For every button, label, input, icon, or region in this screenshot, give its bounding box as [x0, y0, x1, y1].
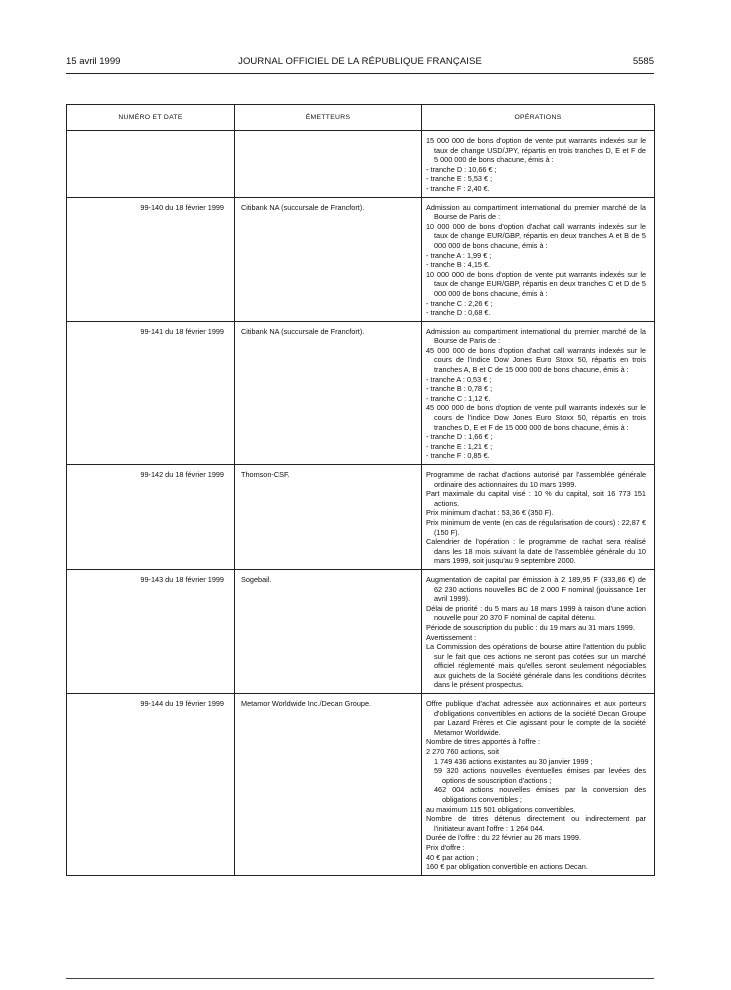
- operation-line: - tranche B : 4,15 €.: [426, 260, 491, 270]
- operation-line: 462 004 actions nouvelles émises par la conversion des obligations convertibles ;: [434, 785, 646, 804]
- operation-line: 10 000 000 de bons d'option de vente put warrants indexés sur le taux de change EUR/GBP, répartis en deux tranches C et D de 5 000 000 de bons chacune, émis à :: [426, 269, 646, 298]
- operation-line: Admission au compartiment international du premier marché de la Bourse de Paris de :: [426, 326, 646, 346]
- operation-line: - tranche C : 2,26 € ;: [426, 298, 493, 308]
- operation-line: Augmentation de capital par émission à 2 189,95 F (333,86 €) de 62 230 actions nouvelles BC de 2 000 F nominal (jouissance 1er avril 1999).: [426, 574, 646, 604]
- operation-line: Durée de l'offre : du 22 février au 26 mars 1999.: [426, 833, 581, 843]
- table-row: [67, 694, 655, 876]
- row-operations: [422, 321, 655, 464]
- operation-line: au maximum 115 501 obligations convertibles.: [426, 804, 576, 814]
- table-row: [67, 569, 655, 693]
- operations-table: [66, 104, 655, 876]
- footer-rule: [66, 978, 654, 979]
- row-issuer: Sogebail.: [235, 569, 422, 693]
- row-operations: [422, 694, 655, 876]
- row-operations: [422, 569, 655, 693]
- operation-line: Prix minimum d'achat : 53,36 € (350 F).: [426, 508, 554, 518]
- operation-line: Prix minimum de vente (en cas de régularisation de cours) : 22,87 € (150 F).: [426, 517, 646, 537]
- operation-line: 1 749 436 actions existantes au 30 janvier 1999 ;: [434, 756, 593, 766]
- row-number-date: [67, 131, 235, 198]
- page-number: 5585: [632, 56, 654, 67]
- row-number-date: 99-141 du 18 février 1999: [67, 321, 235, 464]
- page-header: [66, 56, 654, 70]
- operation-line: 45 000 000 de bons d'option d'achat call warrants indexés sur le cours de l'indice Dow Jones Euro Stoxx 50, répartis en trois tranches A, B et C de 15 000 000 de bons chacune, émis à :: [426, 345, 646, 375]
- row-issuer: Citibank NA (succursale de Francfort).: [235, 197, 422, 321]
- table-row: [67, 131, 655, 198]
- journal-title: JOURNAL OFFICIEL DE LA RÉPUBLIQUE FRANÇAISE: [238, 56, 482, 67]
- operation-line: 2 270 760 actions, soit: [426, 747, 500, 757]
- operation-line: - tranche F : 0,85 €.: [426, 451, 490, 461]
- table-row: [67, 321, 655, 464]
- row-issuer: [235, 131, 422, 198]
- operation-line: - tranche A : 1,99 € ;: [426, 250, 492, 260]
- operation-line: Prix d'offre :: [426, 842, 465, 852]
- table-row: [67, 197, 655, 321]
- operation-line: Calendrier de l'opération : le programme de rachat sera réalisé dans les 18 mois suivant la date de l'assemblée générale du 10 mars 1999, soit jusqu'au 9 septembre 2000.: [426, 537, 646, 566]
- operation-line: Nombre de titres apportés à l'offre :: [426, 737, 541, 747]
- operation-line: La Commission des opérations de bourse attire l'attention du public sur le fait que ces actions ne seront pas cotées sur un marché officiel réglementé mais qu'elles seront seulement négociables aux guichets de la Société générale dans les conditions décrites dans le présent prospectus.: [426, 642, 646, 690]
- operation-line: 40 € par action ;: [426, 852, 479, 862]
- operation-line: Admission au compartiment international du premier marché de la Bourse de Paris de :: [426, 202, 646, 222]
- row-number-date: 99-140 du 18 février 1999: [67, 197, 235, 321]
- operation-line: - tranche A : 0,53 € ;: [426, 374, 492, 384]
- row-operations: [422, 197, 655, 321]
- table-row: [67, 465, 655, 570]
- row-number-date: 99-142 du 18 février 1999: [67, 465, 235, 570]
- operation-line: 160 € par obligation convertible en actions Decan.: [426, 862, 588, 872]
- operation-line: Délai de priorité : du 5 mars au 18 mars 1999 à raison d'une action nouvelle pour 20 370 F nominal de capital détenu.: [426, 603, 646, 623]
- header-rule: [66, 73, 654, 74]
- operation-line: - tranche D : 0,68 €.: [426, 308, 491, 318]
- column-header-issuers: ÉMETTEURS: [235, 105, 422, 131]
- operation-line: - tranche D : 10,66 € ;: [426, 164, 497, 174]
- column-header-number: NUMÉRO ET DATE: [67, 105, 235, 131]
- operation-line: - tranche E : 1,21 € ;: [426, 441, 493, 451]
- row-number-date: 99-143 du 18 février 1999: [67, 569, 235, 693]
- row-issuer: Citibank NA (succursale de Francfort).: [235, 321, 422, 464]
- row-issuer: Thomson-CSF.: [235, 465, 422, 570]
- operation-line: 10 000 000 de bons d'option d'achat call warrants indexés sur le taux de change EUR/GBP, répartis en deux tranches A et B de 5 000 000 de bons chacune, émis à :: [426, 221, 646, 250]
- table-header-row: [67, 105, 655, 131]
- operation-line: - tranche F : 2,40 €.: [426, 183, 490, 193]
- operation-line: - tranche B : 0,78 € ;: [426, 384, 493, 394]
- row-number-date: 99-144 du 19 février 1999: [67, 694, 235, 876]
- operation-line: Part maximale du capital visé : 10 % du capital, soit 16 773 151 actions.: [426, 489, 646, 508]
- operation-line: Nombre de titres détenus directement ou indirectement par l'initiateur avant l'offre : 1 264 044.: [426, 814, 646, 833]
- row-operations: [422, 465, 655, 570]
- operation-line: Période de souscription du public : du 19 mars au 31 mars 1999.: [426, 622, 635, 632]
- operation-line: 45 000 000 de bons d'option de vente pull warrants indexés sur le cours de l'indice Dow Jones Euro Stoxx 50, répartis en trois tranches D, E et F de 15 000 000 de bons chacune, émis à :: [426, 403, 646, 432]
- operation-line: 59 320 actions nouvelles éventuelles émises par levées des options de souscription d'actions ;: [434, 766, 646, 785]
- operation-line: Offre publique d'achat adressée aux actionnaires et aux porteurs d'obligations convertibles en actions de la société Decan Groupe par Lazard Frères et Cie agissant pour le compte de la société Metamor Worldwide.: [426, 699, 646, 737]
- operation-line: Avertissement :: [426, 632, 477, 642]
- operation-line: - tranche C : 1,12 €.: [426, 393, 491, 403]
- issue-date: 15 avril 1999: [66, 56, 121, 67]
- operation-line: - tranche D : 1,66 € ;: [426, 432, 493, 442]
- operation-line: 15 000 000 de bons d'option de vente put warrants indexés sur le taux de change USD/JPY, répartis en trois tranches D, E et F de 5 000 000 de bons chacune, émis à :: [426, 136, 646, 165]
- row-issuer: Metamor Worldwide Inc./Decan Groupe.: [235, 694, 422, 876]
- operation-line: Programme de rachat d'actions autorisé par l'assemblée générale ordinaire des actionnaires du 10 mars 1999.: [426, 470, 646, 489]
- operation-line: - tranche E : 5,53 € ;: [426, 174, 493, 184]
- row-operations: [422, 131, 655, 198]
- column-header-operations: OPÉRATIONS: [422, 105, 655, 131]
